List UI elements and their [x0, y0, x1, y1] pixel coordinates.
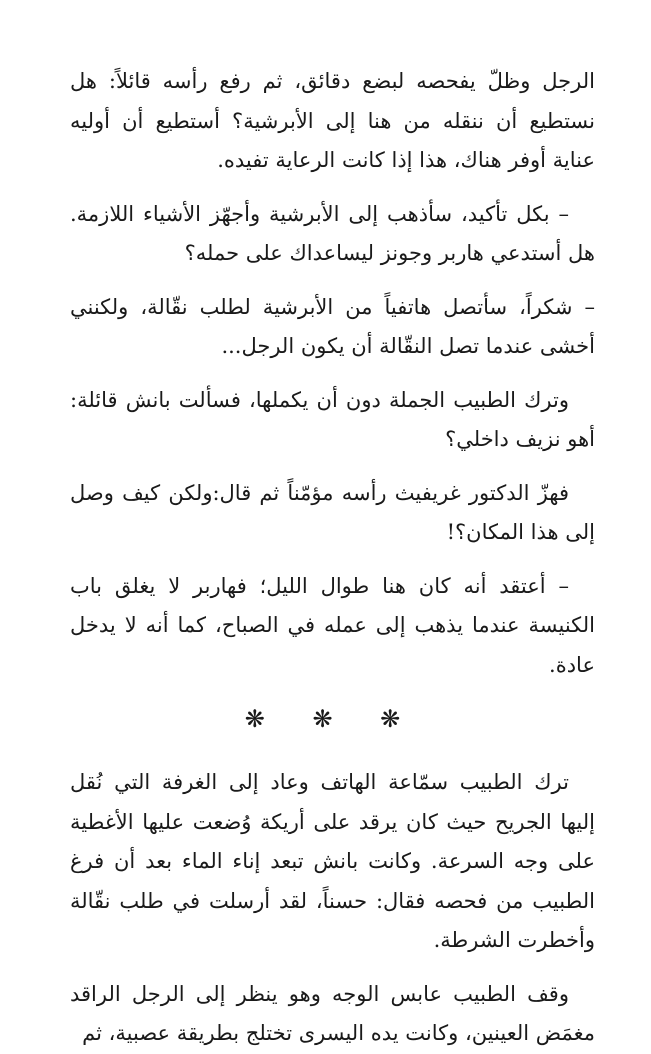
- paragraph-5: فهزّ الدكتور غريفيث رأسه مؤمّناً ثم قال:ولكن كيف وصل إلى هذا المكان؟!: [70, 480, 595, 544]
- paragraph-1: الرجل وظلّ يفحصه لبضع دقائق، ثم رفع رأسه قائلاً: هل نستطيع أن ننقله من هنا إلى الأبرشية؟ أستطيع أن أوليه عناية أوفر هناك، هذا إذا كانت الرعاية تفيده.: [70, 69, 595, 172]
- paragraph-7: ترك الطبيب سمّاعة الهاتف وعاد إلى الغرفة التي نُقل إليها الجريح حيث كان يرقد على أريكة وُضعت عليها الأغطية على وجه السرعة. وكانت بانش تبعد إناء الماء بعد أن فرغ الطبيب من فحصه فقال: حسناً، لقد أرسلت في طلب نقّالة وأخطرت الشرطة.: [70, 770, 595, 952]
- paragraph-3: – شكراً، سأتصل هاتفياً من الأبرشية لطلب نقّالة، ولكنني أخشى عندما تصل النقّالة أن يكون الرجل...: [70, 294, 595, 358]
- section-separator: ❋ ❋ ❋: [244, 705, 421, 733]
- paragraph-2: – بكل تأكيد، سأذهب إلى الأبرشية وأجهّز الأشياء اللازمة. هل أستدعي هاربر وجونز ليساعداك على حمله؟: [70, 201, 595, 265]
- paragraph-4: وترك الطبيب الجملة دون أن يكملها، فسألت بانش قائلة: أهو نزيف داخلي؟: [70, 387, 595, 451]
- paragraph-6: – أعتقد أنه كان هنا طوال الليل؛ فهاربر لا يغلق باب الكنيسة عندما يذهب إلى عمله في الصباح، كما أنه لا يدخل عادة.: [70, 573, 595, 677]
- paragraph-8: وقف الطبيب عابس الوجه وهو ينظر إلى الرجل الراقد مغمَض العينين، وكانت يده اليسرى تختلج بطريقة عصبية، ثم: [70, 981, 595, 1045]
